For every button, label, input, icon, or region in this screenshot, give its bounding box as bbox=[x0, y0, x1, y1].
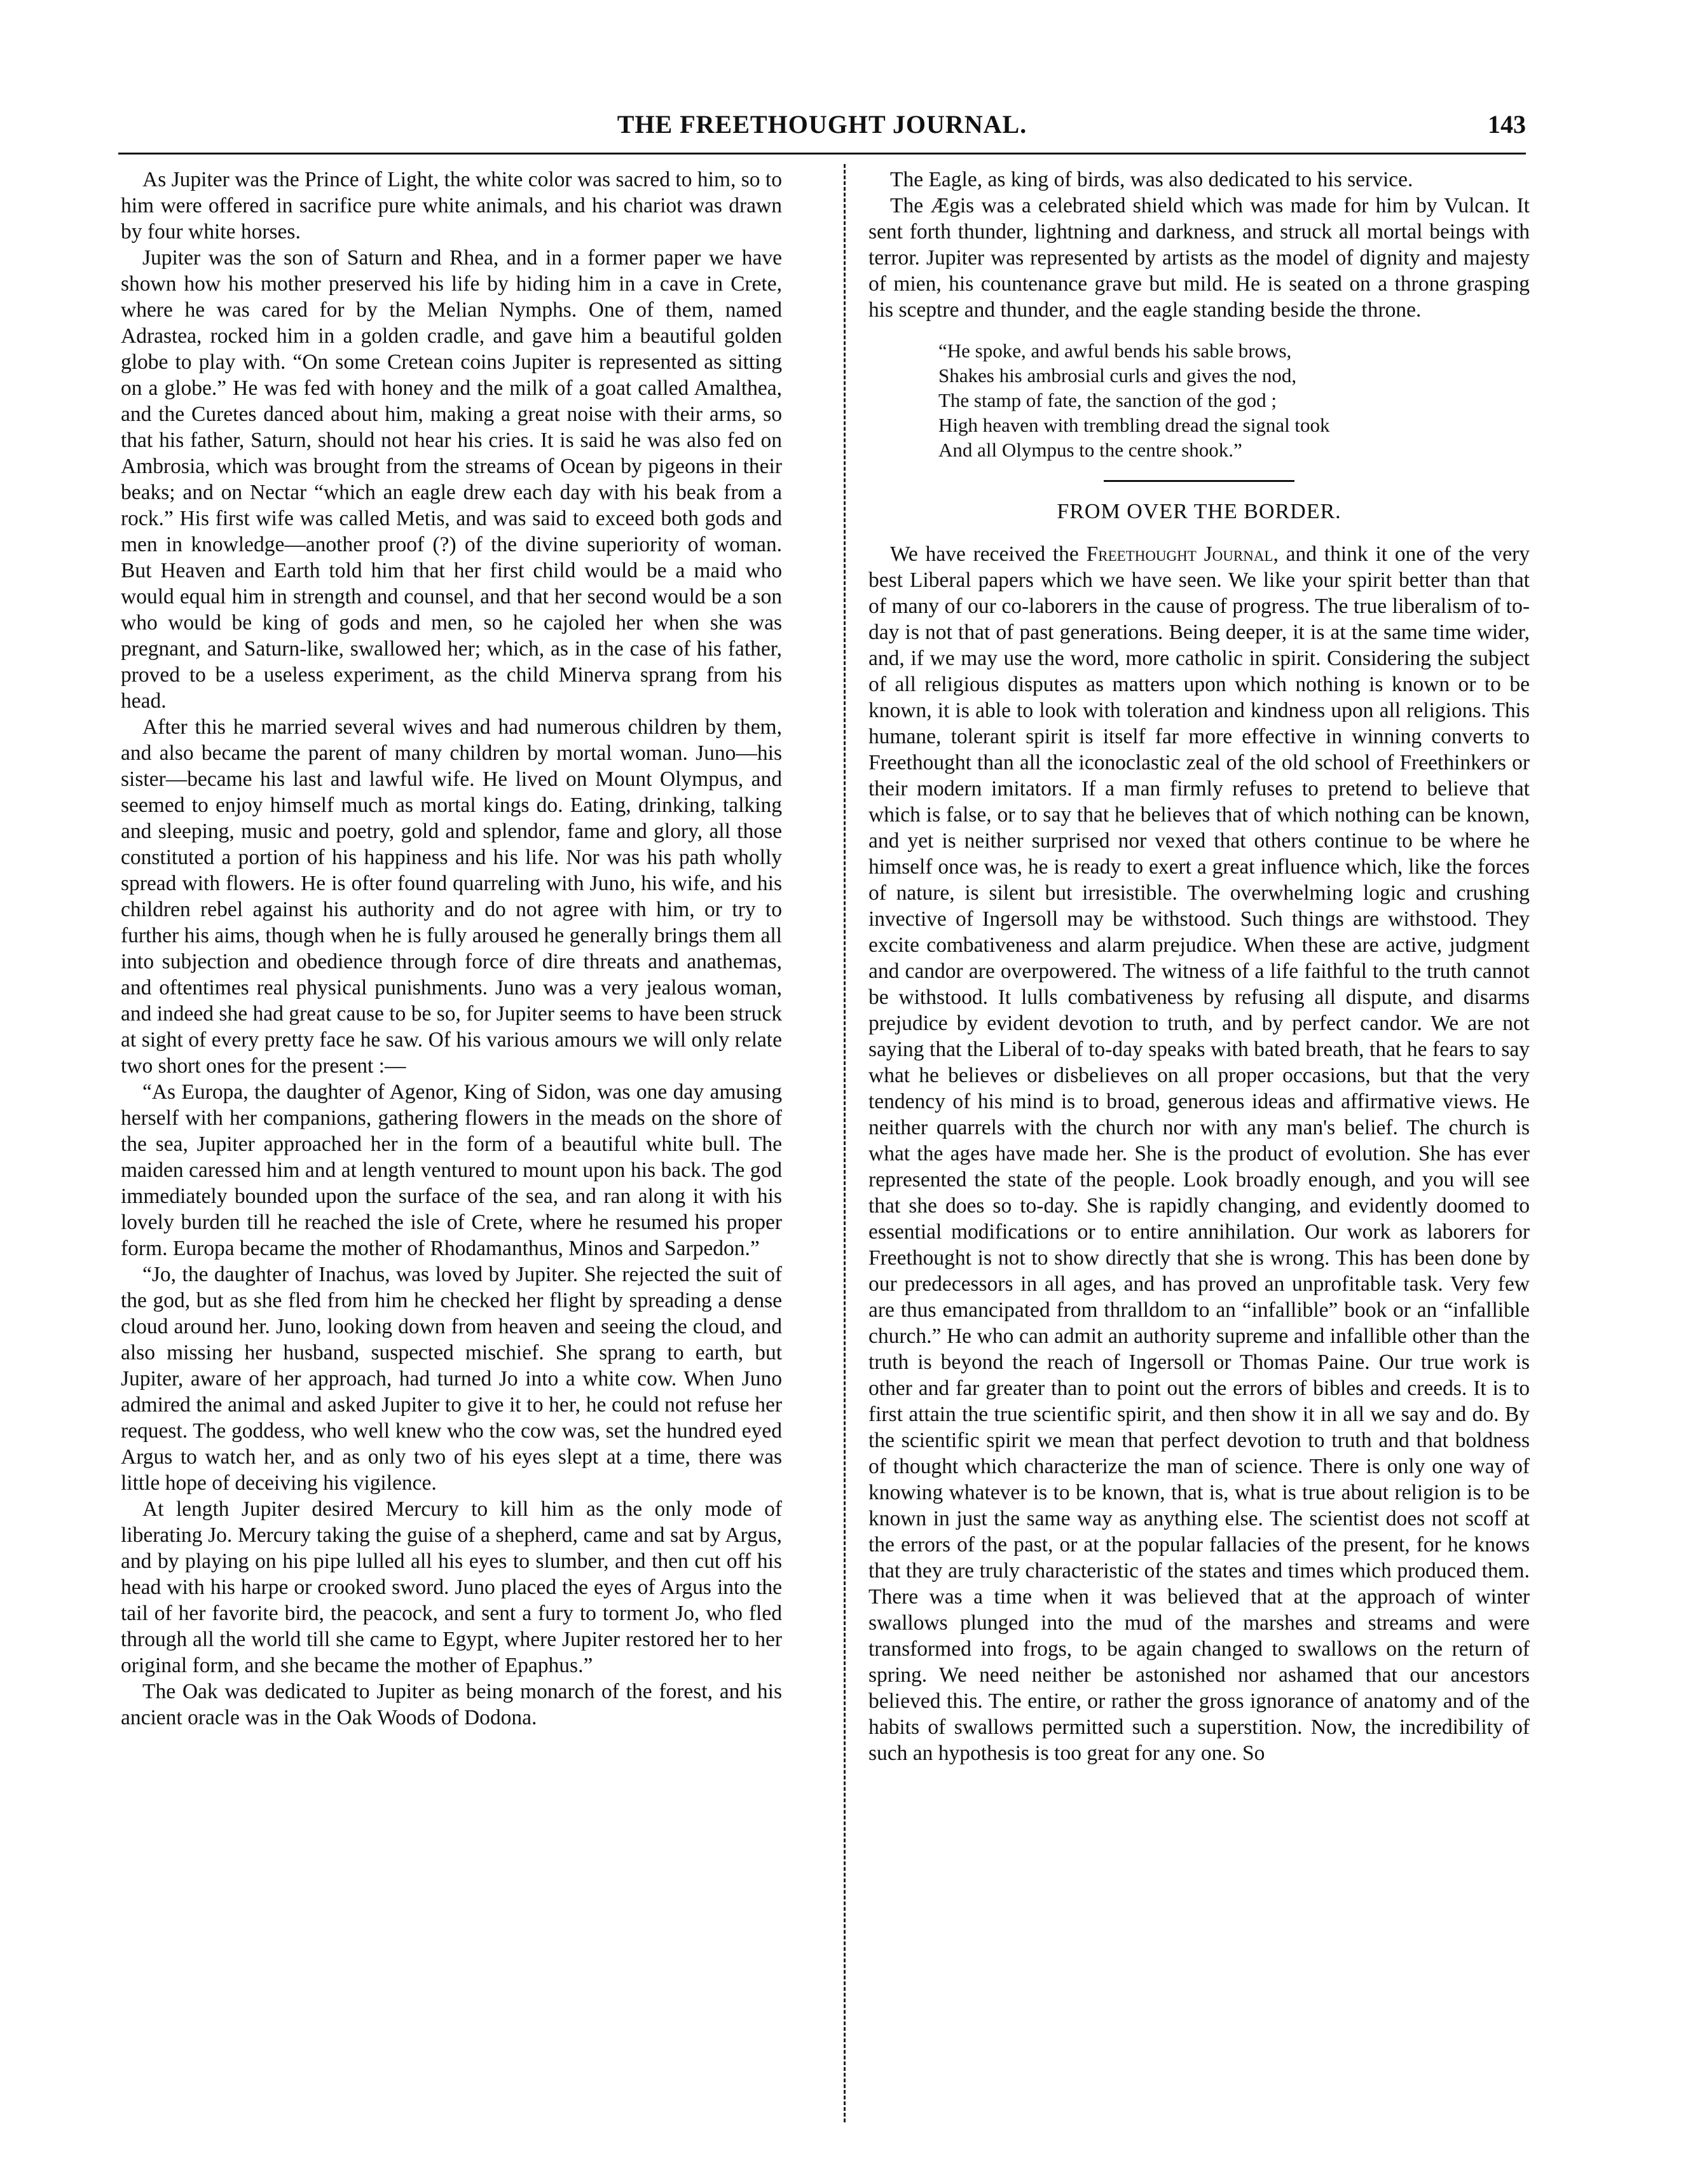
section-rule bbox=[1104, 480, 1294, 482]
paragraph: The Ægis was a celebrated shield which was made for him by Vulcan. It sent forth thunder, lightning and darkness, and struck all mortal beings with terror. Jupiter was represented by artists as the model of dignity and majesty of mien, his countenance grave but mild. He is seated on a throne grasping his sceptre and thunder, and the eagle standing beside the throne. bbox=[868, 194, 1530, 322]
running-title: THE FREETHOUGHT JOURNAL. bbox=[617, 110, 1027, 139]
journal-name: Freethought Journal bbox=[1086, 542, 1273, 566]
paragraph-text: , and think it one of the very best Liberal papers which we have seen. We like your spirit better than that of many of our co-laborers in the cause of progress. The true liberalism of to-day is not that of past generations. Being deeper, it is at the same time wider, and, if we may use the word, more catholic in spirit. Considering the subject of all religious disputes as matters upon which nothing is known or to be known, it is able to look with toleration and kindness upon all religions. This humane, tolerant spirit is itself far more effective in winning converts to Freethought than all the iconoclastic zeal of the old school of Freethinkers or their modern imitators. If a man firmly refuses to pretend to believe that which is false, or to say that he believes that of which nothing can be known, and yet is neither surprised nor vexed that others continue to be where he himself once was, he is ready to exert a great influence which, like the forces of nature, is silent but irresistible. The overwhelming logic and crushing invective of Ingersoll may be withstood. Such things are withstood. They excite combativeness and alarm prejudice. When these are active, judgment and candor are overpowered. The witness of a life faithful to the truth cannot be withstood. It lulls combativeness by refusing all dispute, and disarms prejudice by evident devotion to truth, and by perfect candor. We are not saying that the Liberal of to-day speaks with bated breath, that he fears to say what he believes or disbelieves on all proper occasions, but that the very tendency of his mind is to broad, generous ideas and affirmative views. He neither quarrels with the church nor with any man's belief. The church is what the ages have made her. She is the product of evolution. She has ever represented the state of the people. Look broadly enough, and you will see that she does so to-day. She is rapidly changing, and evidently doomed to essential modifications or to entire annihilation. Our work as laborers for Freethought is not to show directly that she is wrong. This has been done by our predecessors in all ages, and has proved an unprofitable task. Very few are thus emancipated from thralldom to an “infallible” book or an “infallible church.” He who can admit an authority supreme and infallible other than the truth is beyond the reach of Ingersoll or Thomas Paine. Our true work is other and far greater than to point out the errors of bibles and creeds. It is to first attain the true scientific spirit, and then show it in all we say and do. By the scientific spirit we mean that perfect devotion to truth and that boldness of thought which characterize the man of science. There is only one way of knowing whatever is to be known, that is, what is true about religion is to be known in just the same way as anything else. The scientist does not scoff at the errors of the past, or at the popular fallacies of the present, for he knows that they are truly characteristic of the states and times which produced them. There was a time when it was believed that at the approach of winter swallows plunged into the mud of the marshes and streams and were transformed into frogs, to be again changed to swallows on the return of spring. We need neither be astonished nor ashamed that our ancestors believed this. The entire, or rather the gross ignorance of anatomy and of the habits of swallows permitted such a superstition. Now, the incredibility of such an hypothesis is too great for any one. So bbox=[868, 542, 1530, 1765]
header-rule bbox=[118, 153, 1526, 155]
page-header bbox=[118, 109, 1526, 150]
paragraph: At length Jupiter desired Mercury to kill him as the only mode of liberating Jo. Mercury taking the guise of a shepherd, came and sat by Argus, and by playing on his pipe lulled all his eyes to slumber, and then cut off his head with his harpe or crooked sword. Juno placed the eyes of Argus into the tail of her favorite bird, the peacock, and sent a fury to torment Jo, who fled through all the world till she came to Egypt, where Jupiter restored her to her original form, and she became the mother of Epaphus.” bbox=[121, 1497, 782, 1677]
section-title: FROM OVER THE BORDER. bbox=[1057, 500, 1341, 523]
paragraph: The Oak was dedicated to Jupiter as being monarch of the forest, and his ancient oracle was in the Oak Woods of Dodona. bbox=[121, 1680, 782, 1729]
left-column bbox=[121, 167, 782, 2125]
paragraph: As Jupiter was the Prince of Light, the white color was sacred to him, so to him were offered in sacrifice pure white animals, and his chariot was drawn by four white horses. bbox=[121, 168, 782, 244]
right-column bbox=[868, 167, 1530, 2125]
paragraph: Jupiter was the son of Saturn and Rhea, and in a former paper we have shown how his mother preserved his life by hiding him in a cave in Crete, where he was cared for by the Melian Nymphs. One of them, named Adrastea, rocked him in a golden cradle, and gave him a beautiful golden globe to play with. “On some Cretean coins Jupiter is represented as sitting on a globe.” He was fed with honey and the milk of a goat called Amalthea, and the Curetes danced about him, making a great noise with their arms, so that his father, Saturn, should not hear his cries. It is said he was also fed on Ambrosia, which was brought from the streams of Ocean by pigeons in their beaks; and on Nectar “which an eagle drew each day with his beak from a rock.” His first wife was called Metis, and was said to exceed both gods and men in knowledge—another proof (?) of the divine superiority of woman. But Heaven and Earth told him that her first child would be a maid who would equal him in strength and counsel, and that her second would be a son who would be king of gods and men, so he cajoled her when she was pregnant, and Saturn-like, swallowed her; which, as in the case of his father, proved to be a useless experiment, as the child Minerva sprang from his head. bbox=[121, 246, 782, 713]
verse-line: And all Olympus to the centre shook.” bbox=[938, 439, 1242, 461]
paragraph: After this he married several wives and had numerous children by them, and also became the parent of many children by mortal woman. Juno—his sister—became his last and lawful wife. He lived on Mount Olympus, and seemed to enjoy himself much as mortal kings do. Eating, drinking, talking and sleeping, music and poetry, gold and splendor, fame and glory, all those constituted a portion of his happiness and his life. Nor was his path wholly spread with flowers. He is ofter found quarreling with Juno, his wife, and his children rebel against his authority and do not agree with him, or try to further his aims, though when he is fully aroused he generally brings them all into subjection and obedience through force of dire threats and anathemas, and oftentimes real physical punishments. Juno was a very jealous woman, and indeed she had great cause to be so, for Jupiter seems to have been struck at sight of every pretty face he saw. Of his various amours we will only relate two short ones for the present :— bbox=[121, 715, 782, 1078]
verse-line: The stamp of fate, the sanction of the god ; bbox=[938, 389, 1277, 411]
paragraph-text: We have received the bbox=[890, 542, 1087, 566]
verse-line: Shakes his ambrosial curls and gives the nod, bbox=[938, 364, 1297, 387]
verse-line: “He spoke, and awful bends his sable brows, bbox=[938, 340, 1292, 362]
paragraph bbox=[868, 541, 1530, 1766]
verse-quote bbox=[938, 338, 1530, 462]
paragraph: The Eagle, as king of birds, was also dedicated to his service. bbox=[890, 168, 1413, 191]
paragraph: “Jo, the daughter of Inachus, was loved by Jupiter. She rejected the suit of the god, but as she fled from him he checked her flight by spreading a dense cloud around her. Juno, looking down from heaven and seeing the cloud, and also missing her husband, suspected mischief. She sprang to earth, but Jupiter, aware of her approach, had turned Jo into a white cow. When Juno admired the animal and asked Jupiter to give it to her, he could not refuse her request. The goddess, who well knew who the cow was, set the hundred eyed Argus to watch her, and as only two of his eyes slept at a time, there was little hope of deceiving his vigilence. bbox=[121, 1263, 782, 1495]
verse-line: High heaven with trembling dread the signal took bbox=[938, 414, 1330, 436]
page-number: 143 bbox=[1488, 110, 1526, 139]
paragraph: “As Europa, the daughter of Agenor, King of Sidon, was one day amusing herself with her companions, gathering flowers in the meads on the shore of the sea, Jupiter approached her in the form of a beautiful white bull. The maiden caressed him and at length ventured to mount upon his back. The god immediately bounded upon the surface of the sea, and ran along it with his lovely burden till he reached the isle of Crete, where he resumed his proper form. Europa became the mother of Rhodamanthus, Minos and Sarpedon.” bbox=[121, 1080, 782, 1260]
column-divider bbox=[844, 164, 846, 2122]
